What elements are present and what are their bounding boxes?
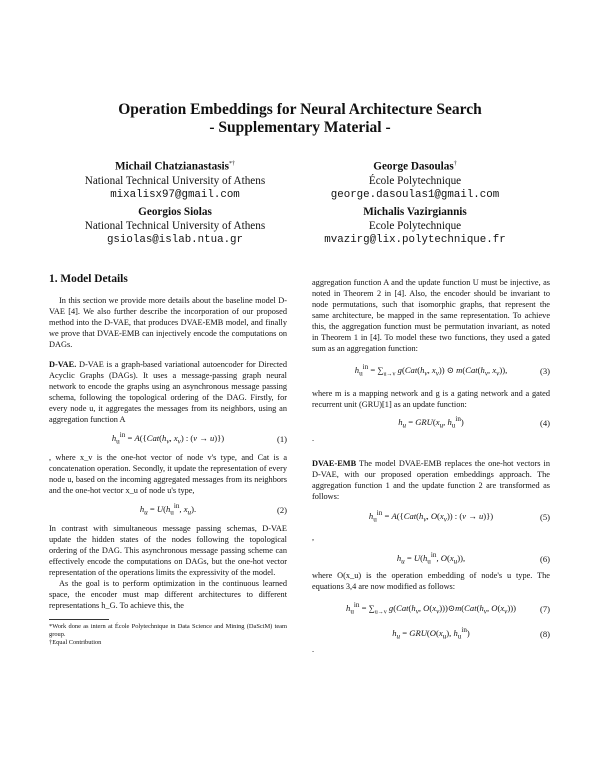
author-mark: † [453,161,457,167]
dot-separator: . [312,434,315,443]
author-block-1 [60,157,290,202]
equation-number: (6) [539,553,550,564]
right-p1: aggregation function A and the update function U must be injective, as noted in Theorem 2 in [4]. Also, the encoder should be invariant to node permutations, such that isomorphic graphs, that represent the same architecture, be mapped in the same representation. To achieve this, the aggregation function must be permutation invariant, as noted in Theorem 1 in [4]. To model these two functions, they used a gated sum as an aggregation function: [312,278,550,353]
equation-number: (3) [539,365,550,376]
equation-7: $h_u^{in} = \sum_{u\to v}$ $g(Cat(h_v$, $O(x_v)))⊙m(Cat(h_v$, $O(x_v)$)) (7) [346,600,550,616]
equation-1: $h_u^{in} = A(\{Cat(h_v$, $x_v$) : (v → u)}) (1) [111,431,287,446]
paper-title-line1: Operation Embeddings for Neural Architecture Search [118,101,482,118]
dvae-text: D-VAE is a graph-based variational autoencoder for Directed Acyclic Graphs (DAGs). It uses a message-passing graph neural network to encode the graphs using an asynchronous message passing schema, following the topological ordering of the DAG. Firstly, for every node u, it aggregates the messages from its neighbors, using an aggregation function A [49,360,287,424]
dvae-emb-heading: DVAE-EMB [312,459,357,468]
paper-title-line2: - Supplementary Material - [209,119,391,136]
dvae-heading: D-VAE. [49,360,77,369]
author-affiliation: National Technical University of Athens [84,220,266,232]
equation-3: $h_u^{in} = \sum_{u\to v}$ $g(Cat(h_v$, $x_v$)) ⊙ $m(Cat(h_v$, $x_v$)), (3) [354,362,550,378]
author-affiliation: École Polytechnique [368,174,462,187]
after-eq3-paragraph: where m is a mapping network and g is a gating network and a gated recurrent unit (GRU)[1] as an update function: [312,389,550,409]
after-eq2-paragraph: In contrast with simultaneous message passing schemas, D-VAE update the hidden states of the nodes following the topological ordering of the DAG. This asynchronous message passing scheme can effectively encode the computations on DAGs, but the one-hot vector representation of the operations limits the expressivity of the model. [49,524,287,577]
dvae-emb-text: The model DVAE-EMB replaces the one-hot vectors in D-VAE, with our proposed operation embeddings approach. The aggregation function 1 and the update function 2 are transformed as follows: [312,459,550,501]
equation-number: (1) [276,433,287,444]
equation-number: (4) [539,417,550,428]
after-eq6-paragraph: where O(x_u) is the operation embedding of node's u type. The equations 3,4 are now modified as follows: [312,571,550,591]
left-column [49,272,287,648]
footnote-rule [49,619,109,620]
author-name: Georgios Siolas [138,206,212,218]
author-block-4 [300,205,530,247]
intro-paragraph: In this section we provide more details about the baseline model D-VAE [4]. We also further describe the incorporation of our proposed method into the D-VAE, that produces DVAE-EMB model, and finally we prove that DVAE-EMB can injectively encode the computations on DAGs. [49,296,287,349]
footnote-1: *Work done as intern at École Polytechnique in Data Science and Mining (DaSciM) team group. [49,623,287,639]
equation-5: $h_u^{in} = A(\{Cat(h_v$, $O(x_v)$) : (v → u)}) (5) [368,509,550,524]
author-name: George Dasoulas [373,160,454,173]
comma-separator: , [312,533,315,542]
equation-number: (5) [539,511,550,522]
equation-8: $h_u = GRU(O(x_u)$, $h_u^{in}$) (8) [392,626,550,641]
equation-number: (8) [539,628,550,639]
right-column [312,277,550,655]
author-name: Michail Chatzianastasis [114,160,230,173]
author-affiliation: National Technical University of Athens [84,174,266,187]
equation-2: $h_u = U(h_u^{in}$, $x_u$). (2) [139,502,287,517]
equation-4: $h_u = GRU(x_u$, $h_u^{in}$) (4) [398,415,550,430]
author-block-3 [60,205,290,247]
dot-separator-2: . [312,645,315,654]
author-affiliation: Ecole Polytechnique [368,220,462,232]
author-email[interactable]: mixalisx97@gmail.com [110,188,240,201]
footnote-2: †Equal Contribution [49,639,102,647]
author-email[interactable]: george.dasoulas1@gmail.com [330,188,500,201]
section-heading: 1. Model Details [49,273,128,285]
author-block-2 [300,157,530,202]
dvae-paragraph [49,359,287,425]
after-eq1-paragraph: , where x_v is the one-hot vector of node v's type, and Cat is a concatenation operation. Secondly, it update the representation of every node u, based on the incoming aggregated messages from its neighbors and the one-hot vector x_u of node u's type, [49,453,287,495]
author-email[interactable]: mvazirg@lix.polytechnique.fr [324,234,506,246]
goal-paragraph: As the goal is to perform optimization in the continuous learned space, the encoder must map different architectures to different representations h_G. To achieve this, the [49,579,287,610]
equation-number: (7) [539,603,550,614]
author-email[interactable]: gsiolas@islab.ntua.gr [106,234,244,246]
equation-number: (2) [276,504,287,515]
author-name: Michalis Vazirgiannis [363,206,467,218]
equation-6: $h_u = U(h_u^{in}$, $O(x_u)$), (6) [396,551,550,566]
dvae-emb-paragraph [312,458,550,502]
author-mark: *† [229,161,236,167]
